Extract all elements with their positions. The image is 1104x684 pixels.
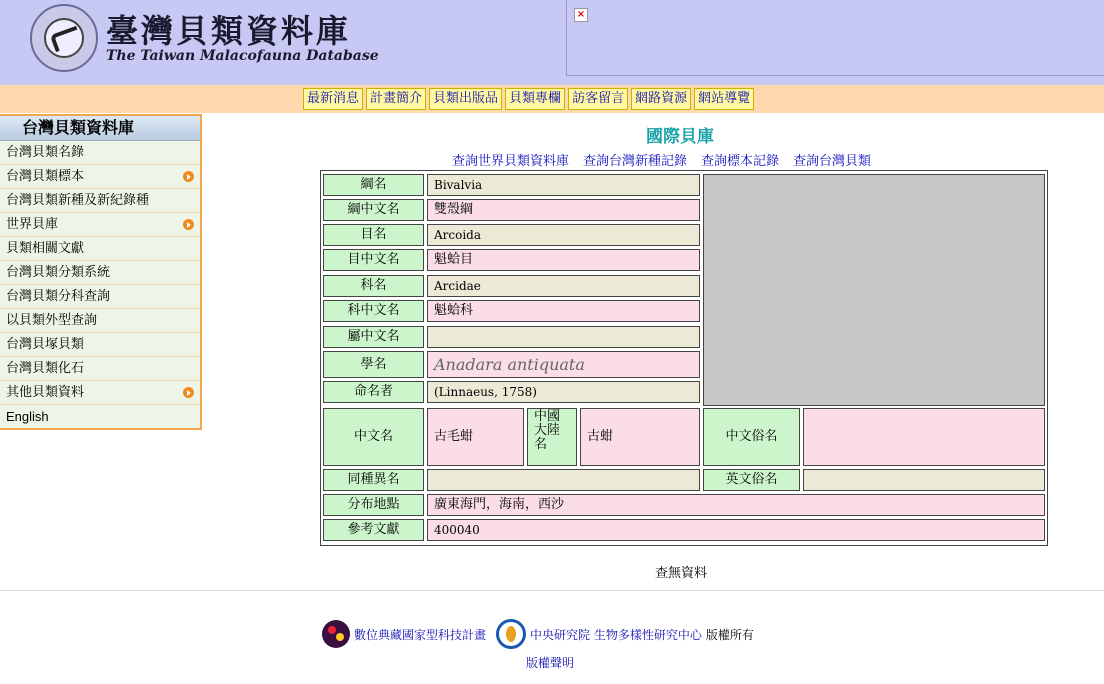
sidebar-item-label: 貝類相關文獻 bbox=[6, 241, 85, 256]
family-cn-value: 魁蛤科 bbox=[427, 300, 700, 322]
order-value: Arcoida bbox=[427, 224, 700, 246]
footer-divider bbox=[0, 590, 1104, 591]
reference-label: 參考文獻 bbox=[323, 519, 424, 541]
sidebar-item-other[interactable] bbox=[0, 381, 200, 405]
submenu-arrow-icon bbox=[183, 171, 194, 182]
common-en-name-label: 英文俗名 bbox=[703, 469, 800, 491]
specimen-photo-placeholder bbox=[703, 174, 1045, 406]
synonym-label: 同種異名 bbox=[323, 469, 424, 491]
nav-latest-news[interactable]: 最新消息 bbox=[303, 88, 363, 110]
sidebar-item-label: 台灣貝類分類系統 bbox=[6, 265, 111, 280]
query-links bbox=[452, 150, 871, 169]
family-label: 科名 bbox=[323, 275, 424, 297]
species-record-table bbox=[320, 170, 1048, 546]
common-cn-name-value bbox=[803, 408, 1045, 466]
common-en-name-value bbox=[803, 469, 1045, 491]
nav-columns[interactable]: 貝類專欄 bbox=[505, 88, 565, 110]
footer-rights-text: 版權所有 bbox=[705, 627, 754, 642]
sidebar-item-world-database[interactable] bbox=[0, 213, 200, 237]
sidebar-item-label: 其他貝類資料 bbox=[6, 385, 85, 400]
scientific-name-label: 學名 bbox=[323, 351, 424, 378]
link-taiwan-new-species[interactable]: 查詢台灣新種記錄 bbox=[583, 154, 688, 169]
order-cn-value: 魁蛤目 bbox=[427, 249, 700, 271]
submenu-arrow-icon bbox=[183, 387, 194, 398]
mainland-name-label: 中國大陸名 bbox=[527, 408, 577, 466]
sidebar-item-label: 世界貝庫 bbox=[6, 217, 59, 232]
sidebar-item-taiwan-specimens[interactable] bbox=[0, 165, 200, 189]
scientific-name-value: Anadara antiquata bbox=[427, 351, 700, 378]
family-cn-label: 科中文名 bbox=[323, 300, 424, 322]
nav-web-resources[interactable]: 網路資源 bbox=[631, 88, 691, 110]
genus-cn-label: 屬中文名 bbox=[323, 326, 424, 348]
top-nav bbox=[303, 88, 754, 110]
no-data-message: 查無資料 bbox=[655, 566, 708, 581]
banner-area bbox=[566, 0, 1104, 76]
sidebar-item-label: 以貝類外型查詢 bbox=[6, 313, 98, 328]
distribution-label: 分布地點 bbox=[323, 494, 424, 516]
page-title: 國際貝庫 bbox=[646, 127, 714, 147]
footer-project-link[interactable]: 數位典藏國家型科技計畫 bbox=[354, 627, 487, 642]
nav-guestbook[interactable]: 訪客留言 bbox=[568, 88, 628, 110]
sidebar-item-classification[interactable] bbox=[0, 261, 200, 285]
academia-sinica-logo-icon[interactable] bbox=[496, 619, 526, 649]
broken-image-icon: × bbox=[574, 8, 588, 22]
sidebar-heading: 台灣貝類資料庫 bbox=[0, 116, 200, 141]
sidebar-item-english[interactable] bbox=[0, 405, 200, 428]
link-specimen-records[interactable]: 查詢標本記錄 bbox=[701, 154, 780, 169]
sidebar-item-fossils[interactable] bbox=[0, 357, 200, 381]
footer-institute-link[interactable]: 中央研究院 生物多樣性研究中心 bbox=[530, 627, 702, 642]
sidebar-item-literature[interactable] bbox=[0, 237, 200, 261]
sidebar-item-shape-search[interactable] bbox=[0, 309, 200, 333]
sidebar bbox=[0, 114, 202, 430]
order-cn-label: 目中文名 bbox=[323, 249, 424, 271]
footer bbox=[322, 619, 754, 649]
link-taiwan-shells[interactable]: 查詢台灣貝類 bbox=[793, 154, 872, 169]
nav-project-intro[interactable]: 計畫簡介 bbox=[366, 88, 426, 110]
class-label: 綱名 bbox=[323, 174, 424, 196]
sidebar-item-label: 台灣貝類化石 bbox=[6, 361, 85, 376]
link-world-database[interactable]: 查詢世界貝類資料庫 bbox=[452, 154, 570, 169]
digital-archives-logo-icon[interactable] bbox=[322, 620, 350, 648]
chinese-name-label: 中文名 bbox=[323, 408, 424, 466]
genus-cn-value bbox=[427, 326, 700, 348]
family-value: Arcidae bbox=[427, 275, 700, 297]
sidebar-item-label: English bbox=[6, 409, 49, 424]
reference-value: 400040 bbox=[427, 519, 1045, 541]
mainland-name-value: 古蚶 bbox=[580, 408, 700, 466]
sidebar-item-family-search[interactable] bbox=[0, 285, 200, 309]
synonym-value bbox=[427, 469, 700, 491]
class-cn-label: 綱中文名 bbox=[323, 199, 424, 221]
submenu-arrow-icon bbox=[183, 219, 194, 230]
sidebar-item-label: 台灣貝塚貝類 bbox=[6, 337, 85, 352]
sidebar-item-label: 台灣貝類分科查詢 bbox=[6, 289, 111, 304]
author-value: (Linnaeus, 1758) bbox=[427, 381, 700, 403]
malacofauna-logo-seal[interactable] bbox=[30, 4, 98, 72]
copyright-link[interactable]: 版權聲明 bbox=[526, 656, 575, 670]
site-title: 臺灣貝類資料庫 bbox=[106, 12, 352, 50]
sidebar-item-label: 台灣貝類名錄 bbox=[6, 145, 85, 160]
sidebar-item-label: 台灣貝類新種及新紀錄種 bbox=[6, 193, 150, 208]
class-value: Bivalvia bbox=[427, 174, 700, 196]
chinese-name-value: 古毛蚶 bbox=[427, 408, 524, 466]
class-cn-value: 雙殼綱 bbox=[427, 199, 700, 221]
sidebar-item-new-species[interactable] bbox=[0, 189, 200, 213]
order-label: 目名 bbox=[323, 224, 424, 246]
site-subtitle: The Taiwan Malacofauna Database bbox=[106, 48, 379, 64]
author-label: 命名者 bbox=[323, 381, 424, 403]
distribution-value: 廣東海門，海南，西沙 bbox=[427, 494, 1045, 516]
sidebar-item-taiwan-checklist[interactable] bbox=[0, 141, 200, 165]
common-cn-name-label: 中文俗名 bbox=[703, 408, 800, 466]
nav-site-map[interactable]: 網站導覽 bbox=[694, 88, 754, 110]
nav-publications[interactable]: 貝類出版品 bbox=[429, 88, 502, 110]
sidebar-item-label: 台灣貝類標本 bbox=[6, 169, 85, 184]
sidebar-item-shell-mound[interactable] bbox=[0, 333, 200, 357]
